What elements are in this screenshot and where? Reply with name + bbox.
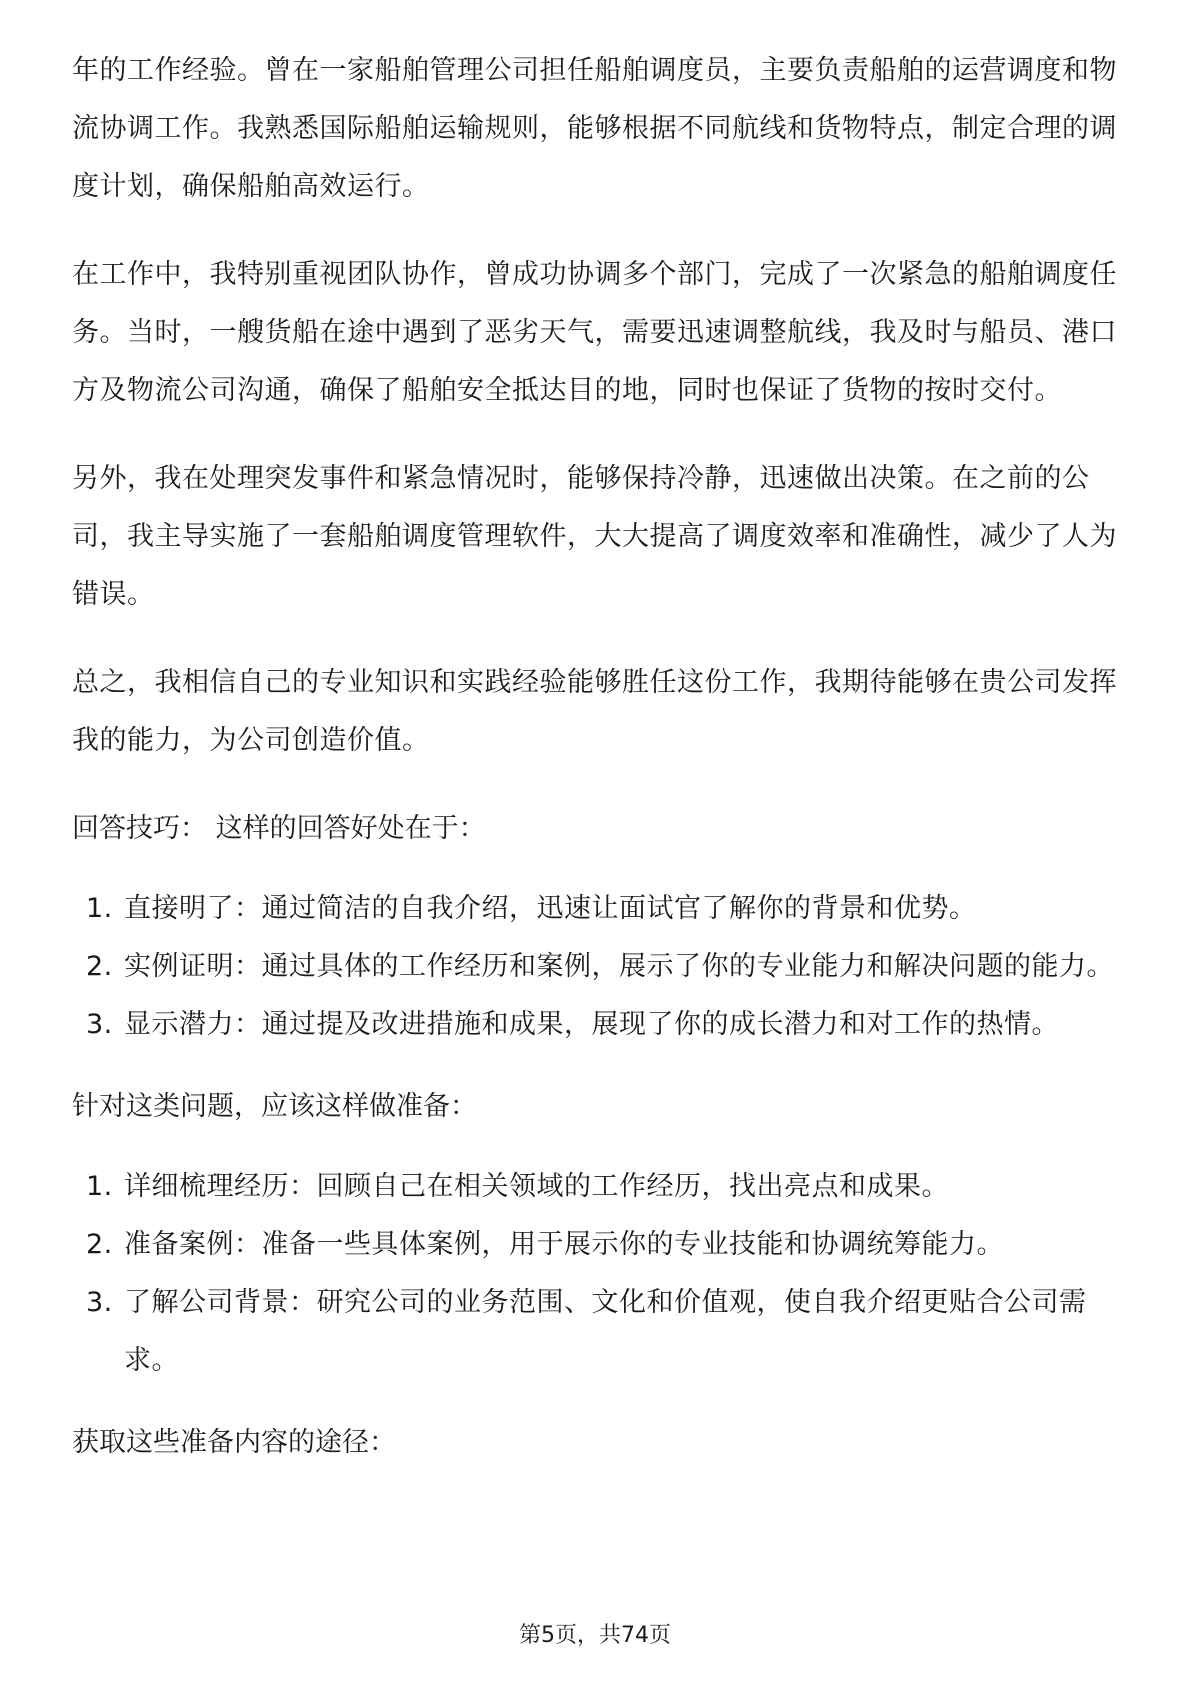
list-item [72, 1216, 1122, 1274]
list-text: 准备案例：准备一些具体案例，用于展示你的专业技能和协调统筹能力。 [124, 1229, 1004, 1260]
page-number-footer: 第5页，共74页 [519, 1623, 671, 1648]
list-number: 2. [86, 1229, 113, 1260]
list-item [72, 996, 1122, 1054]
list-text: 直接明了：通过简洁的自我介绍，迅速让面试官了解你的背景和优势。 [124, 893, 977, 924]
list-text: 详细梳理经历：回顾自己在相关领域的工作经历，找出亮点和成果。 [124, 1171, 949, 1202]
paragraph-emergency: 另外，我在处理突发事件和紧急情况时，能够保持冷静，迅速做出决策。在之前的公司，我主导实施了一套船舶调度管理软件，大大提高了调度效率和准确性，减少了人为错误。 [72, 463, 1117, 610]
tips-heading: 回答技巧： 这样的回答好处在于： [72, 813, 486, 844]
list-item [72, 938, 1122, 996]
list-number: 1. [86, 1171, 113, 1202]
page-content [72, 42, 1122, 1494]
paragraph-teamwork: 在工作中，我特别重视团队协作，曾成功协调多个部门，完成了一次紧急的船舶调度任务。当时，一艘货船在途中遇到了恶劣天气，需要迅速调整航线，我及时与船员、港口方及物流公司沟通，确保了船舶安全抵达目的地，同时也保证了货物的按时交付。 [72, 259, 1117, 406]
sources-heading: 获取这些准备内容的途径： [72, 1427, 396, 1458]
tips-list [72, 880, 1122, 1054]
list-text: 实例证明：通过具体的工作经历和案例，展示了你的专业能力和解决问题的能力。 [124, 951, 1114, 982]
list-text: 了解公司背景：研究公司的业务范围、文化和价值观，使自我介绍更贴合公司需求。 [124, 1287, 1087, 1376]
list-number: 3. [86, 1009, 113, 1040]
list-number: 2. [86, 951, 113, 982]
list-number: 3. [86, 1287, 113, 1318]
list-item [72, 1158, 1122, 1216]
paragraph-summary: 总之，我相信自己的专业知识和实践经验能够胜任这份工作，我期待能够在贵公司发挥我的能力，为公司创造价值。 [72, 667, 1117, 756]
list-number: 1. [86, 893, 113, 924]
list-text: 显示潜力：通过提及改进措施和成果，展现了你的成长潜力和对工作的热情。 [124, 1009, 1059, 1040]
list-item [72, 1274, 1122, 1390]
list-item [72, 880, 1122, 938]
paragraph-experience: 年的工作经验。曾在一家船舶管理公司担任船舶调度员，主要负责船舶的运营调度和物流协调工作。我熟悉国际船舶运输规则，能够根据不同航线和货物特点，制定合理的调度计划，确保船舶高效运行。 [72, 55, 1117, 202]
prep-heading: 针对这类问题，应该这样做准备： [72, 1091, 477, 1122]
prep-list [72, 1158, 1122, 1390]
